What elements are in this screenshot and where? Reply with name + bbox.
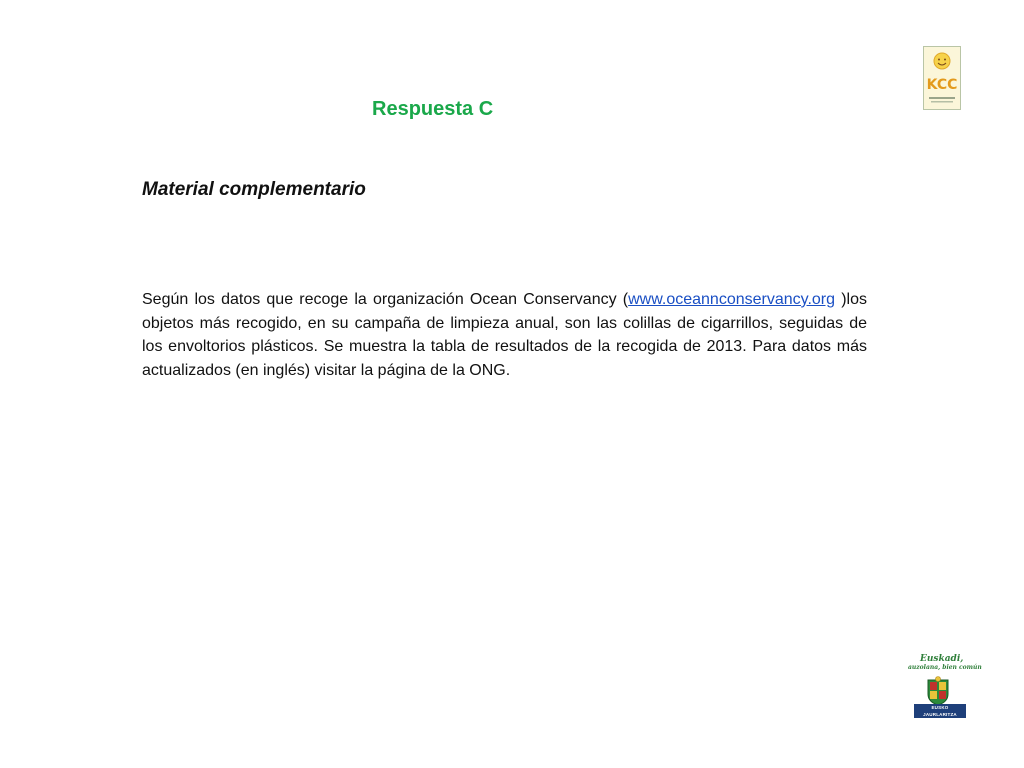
ocean-conservancy-link[interactable]: www.oceannconservancy.org [628, 291, 836, 308]
coat-of-arms-icon [922, 676, 954, 706]
body-paragraph [142, 288, 867, 382]
page-title: Respuesta C [372, 98, 494, 120]
kcc-logo-icon [923, 46, 961, 110]
emblem-band-line2: GOBIERNO VASCO [917, 719, 963, 724]
paragraph-text-before-link: Según los datos que recoge la organización Ocean Conservancy ( [142, 291, 629, 308]
kcc-logo-letters: KCC [926, 77, 958, 93]
emblem-tagline-line2: auzolana, bien común [908, 664, 982, 671]
basque-government-emblem-icon [906, 654, 982, 724]
paragraph-text-after-link: )los objetos más recogido, en su campaña de limpieza anual, son las colillas de cigarrillos, seguidas de los envoltorios plásticos. Se muestra la tabla de resultados de la recogida de 2013. Para datos más actualizados (en inglés) visitar la página de la ONG. [142, 291, 867, 379]
emblem-band [914, 704, 966, 724]
emblem-band-line1: EUSKO JAURLARITZA [923, 705, 957, 717]
emblem-tagline-line1: Euskadi, [920, 654, 964, 664]
section-subtitle: Material complementario [142, 179, 366, 200]
